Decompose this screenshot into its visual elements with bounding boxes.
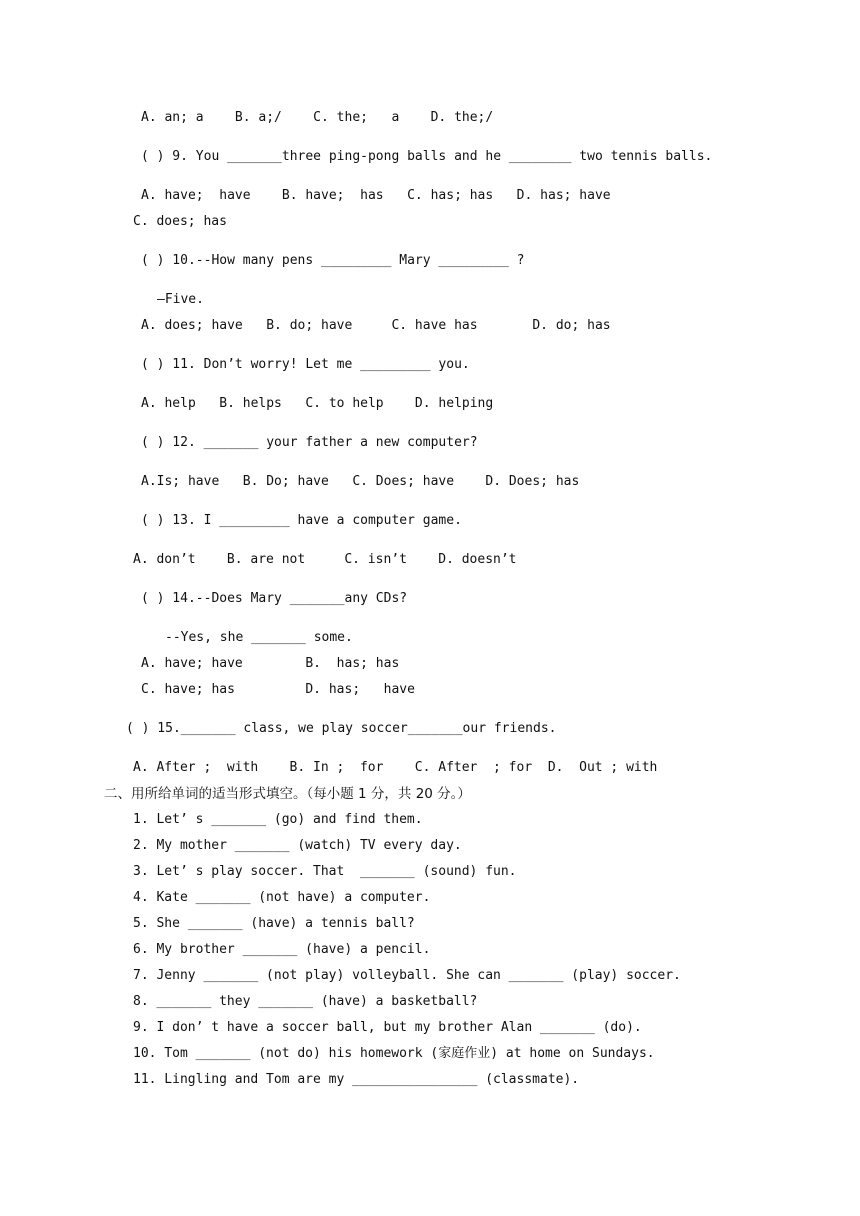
fill-item-6: 6. My brother _______ (have) a pencil.	[133, 942, 431, 957]
fill-item-1: 1. Let’ s _______ (go) and find them.	[133, 812, 423, 827]
q10-options: A. does; have B. do; have C. have has D. do; has	[141, 318, 611, 333]
q15-options: A. After ; with B. In ; for C. After ; for D. Out ; with	[133, 760, 658, 775]
fill-item-4: 4. Kate _______ (not have) a computer.	[133, 890, 431, 905]
q14-answer: --Yes, she _______ some.	[165, 630, 353, 645]
q15-stem: ( ) 15._______ class, we play soccer_______our friends.	[126, 721, 557, 736]
q14-stem: ( ) 14.--Does Mary _______any CDs?	[141, 591, 408, 606]
section-2-heading: 二、用所给单词的适当形式填空。（每小题 1 分，共 20 分。）	[104, 786, 471, 802]
fill-item-2: 2. My mother _______ (watch) TV every day.	[133, 838, 462, 853]
q13-options: A. don’t B. are not C. isn’t D. doesn’t	[133, 552, 517, 567]
q9-options-1: A. have; have B. have; has C. has; has D. has; have	[141, 188, 611, 203]
q10-stem: ( ) 10.--How many pens _________ Mary _________ ?	[141, 253, 525, 268]
q9-options-2: C. does; has	[133, 214, 227, 229]
q14-options-1: A. have; have B. has; has	[141, 656, 400, 671]
q9-stem: ( ) 9. You _______three ping-pong balls and he ________ two tennis balls.	[141, 149, 713, 164]
q12-stem: ( ) 12. _______ your father a new computer?	[141, 435, 478, 450]
q11-options: A. help B. helps C. to help D. helping	[141, 396, 494, 411]
fill-item-9: 9. I don’ t have a soccer ball, but my brother Alan _______ (do).	[133, 1020, 642, 1035]
q12-options: A.Is; have B. Do; have C. Does; have D. Does; has	[141, 474, 580, 489]
fill-item-10: 10. Tom _______ (not do) his homework (家庭作业) at home on Sundays.	[133, 1046, 655, 1061]
q10-answer: —Five.	[157, 292, 204, 307]
fill-item-5: 5. She _______ (have) a tennis ball?	[133, 916, 415, 931]
q14-options-2: C. have; has D. has; have	[141, 682, 415, 697]
q11-stem: ( ) 11. Don’t worry! Let me _________ you.	[141, 357, 470, 372]
fill-item-11: 11. Lingling and Tom are my ________________ (classmate).	[133, 1072, 580, 1087]
fill-item-7: 7. Jenny _______ (not play) volleyball. She can _______ (play) soccer.	[133, 968, 681, 983]
q8-options: A. an; a B. a;/ C. the; a D. the;/	[141, 110, 494, 125]
q13-stem: ( ) 13. I _________ have a computer game.	[141, 513, 462, 528]
fill-item-3: 3. Let’ s play soccer. That _______ (sound) fun.	[133, 864, 517, 879]
fill-item-8: 8. _______ they _______ (have) a basketball?	[133, 994, 478, 1009]
